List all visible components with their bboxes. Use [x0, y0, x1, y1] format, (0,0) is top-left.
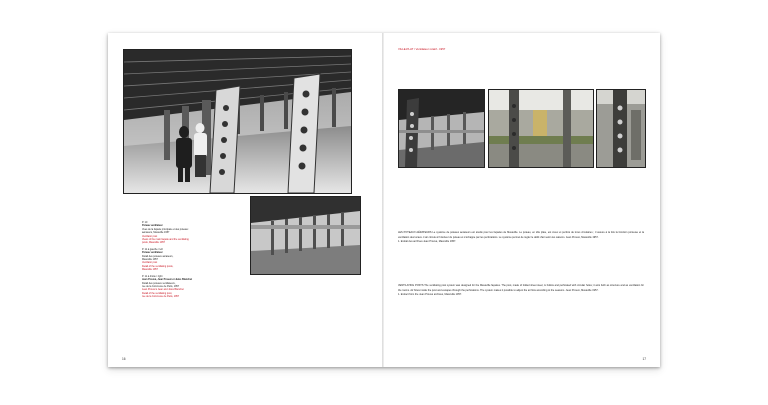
- photo-ventilating-post-right: [596, 89, 646, 168]
- text-block-english: [398, 284, 644, 298]
- caption-3: [142, 275, 232, 299]
- left-captions: [142, 221, 232, 299]
- book-gutter: [382, 33, 384, 367]
- photo-ventilating-post-center: [488, 89, 594, 168]
- caption-translation: Views of the main façade and the ventilating: [142, 238, 189, 242]
- caption-translation: Detail of the ventilating post,: [142, 291, 173, 295]
- caption-title: Poteau ventilateur: [142, 224, 163, 228]
- caption-translation: Jean Prouvé's Jean and Jules Blanchet: [142, 288, 184, 292]
- caption-translation: posts, Maxéville 1957: [142, 241, 165, 245]
- caption-line: Détail des poteaux ventilateurs,: [142, 281, 176, 285]
- caption-ref: P. 11 à droite / right: [142, 274, 163, 278]
- french-footnote: 1. Extrait des archives Jean Prouvé, Maxéville 1957.: [398, 240, 457, 244]
- book-spread: [108, 33, 660, 367]
- english-paragraph: VENTILATING POSTS The ventilating post system was designed for the Maxéville façades. The post, made of folded sheet steel, is hollow and perforated with circular holes; it acts both as structure and as ventilation for the rooms. Air flows inside the post and escapes through the perforations. The system makes it possible to adjust the air flow according to the seasons. Jean Prouvé, Maxéville 1957.: [398, 284, 644, 292]
- caption-title: Jean Prouvé, Jean Prouvé et Jules Blanchet: [142, 278, 193, 282]
- section-header: VILLE-PLAT / Ventilateur rotatif - 1957: [398, 47, 446, 51]
- text-block-french: [398, 231, 644, 245]
- caption-line: Détail des poteaux aérateurs,: [142, 254, 174, 258]
- caption-1: [142, 221, 232, 245]
- caption-translation: Ventilator post: [142, 234, 158, 238]
- photo-ventilating-post-left: [398, 89, 485, 168]
- caption-ref: P. 10: [142, 221, 148, 224]
- caption-line: Vues de la façade principale et des poteaux: [142, 227, 189, 231]
- caption-line: Maxéville 1957: [142, 258, 158, 262]
- caption-line: rue de la Commune de Paris, 1957: [142, 284, 180, 288]
- caption-ref: P. 11 à gauche / left: [142, 247, 163, 251]
- secondary-photo-facade: [250, 196, 361, 275]
- caption-2: [142, 248, 232, 272]
- caption-title: Poteau ventilateur: [142, 251, 163, 255]
- main-photo-workers-facade: [123, 49, 352, 194]
- page-number-right: 17: [642, 357, 646, 361]
- page-number-left: 16: [122, 357, 126, 361]
- french-paragraph: LES POTEAUX AÉRATEURS Le système de poteaux aérateurs est étudié pour les façades de Maxéville. Le poteau, en tôle pliée, est creux et perforé de trous circulaires ; il assure à la fois la fonction porteuse et la ventilation des locaux. L'air circule à l'intérieur du poteau et s'échappe par les perforations. Le système permet de régler le débit d'air selon les saisons. Jean Prouvé, Maxéville 1957.: [398, 231, 644, 239]
- caption-translation: Maxéville 1957: [142, 268, 158, 272]
- english-footnote: 1. Extract from the Jean Prouvé archives, Maxéville 1957.: [398, 293, 462, 297]
- caption-translation: Detail of the ventilating posts,: [142, 264, 174, 268]
- caption-translation: rue de la Commune de Paris, 1957: [142, 295, 180, 299]
- caption-translation: Ventilator post: [142, 261, 158, 265]
- caption-line: aérateurs, Maxéville 1957: [142, 231, 170, 235]
